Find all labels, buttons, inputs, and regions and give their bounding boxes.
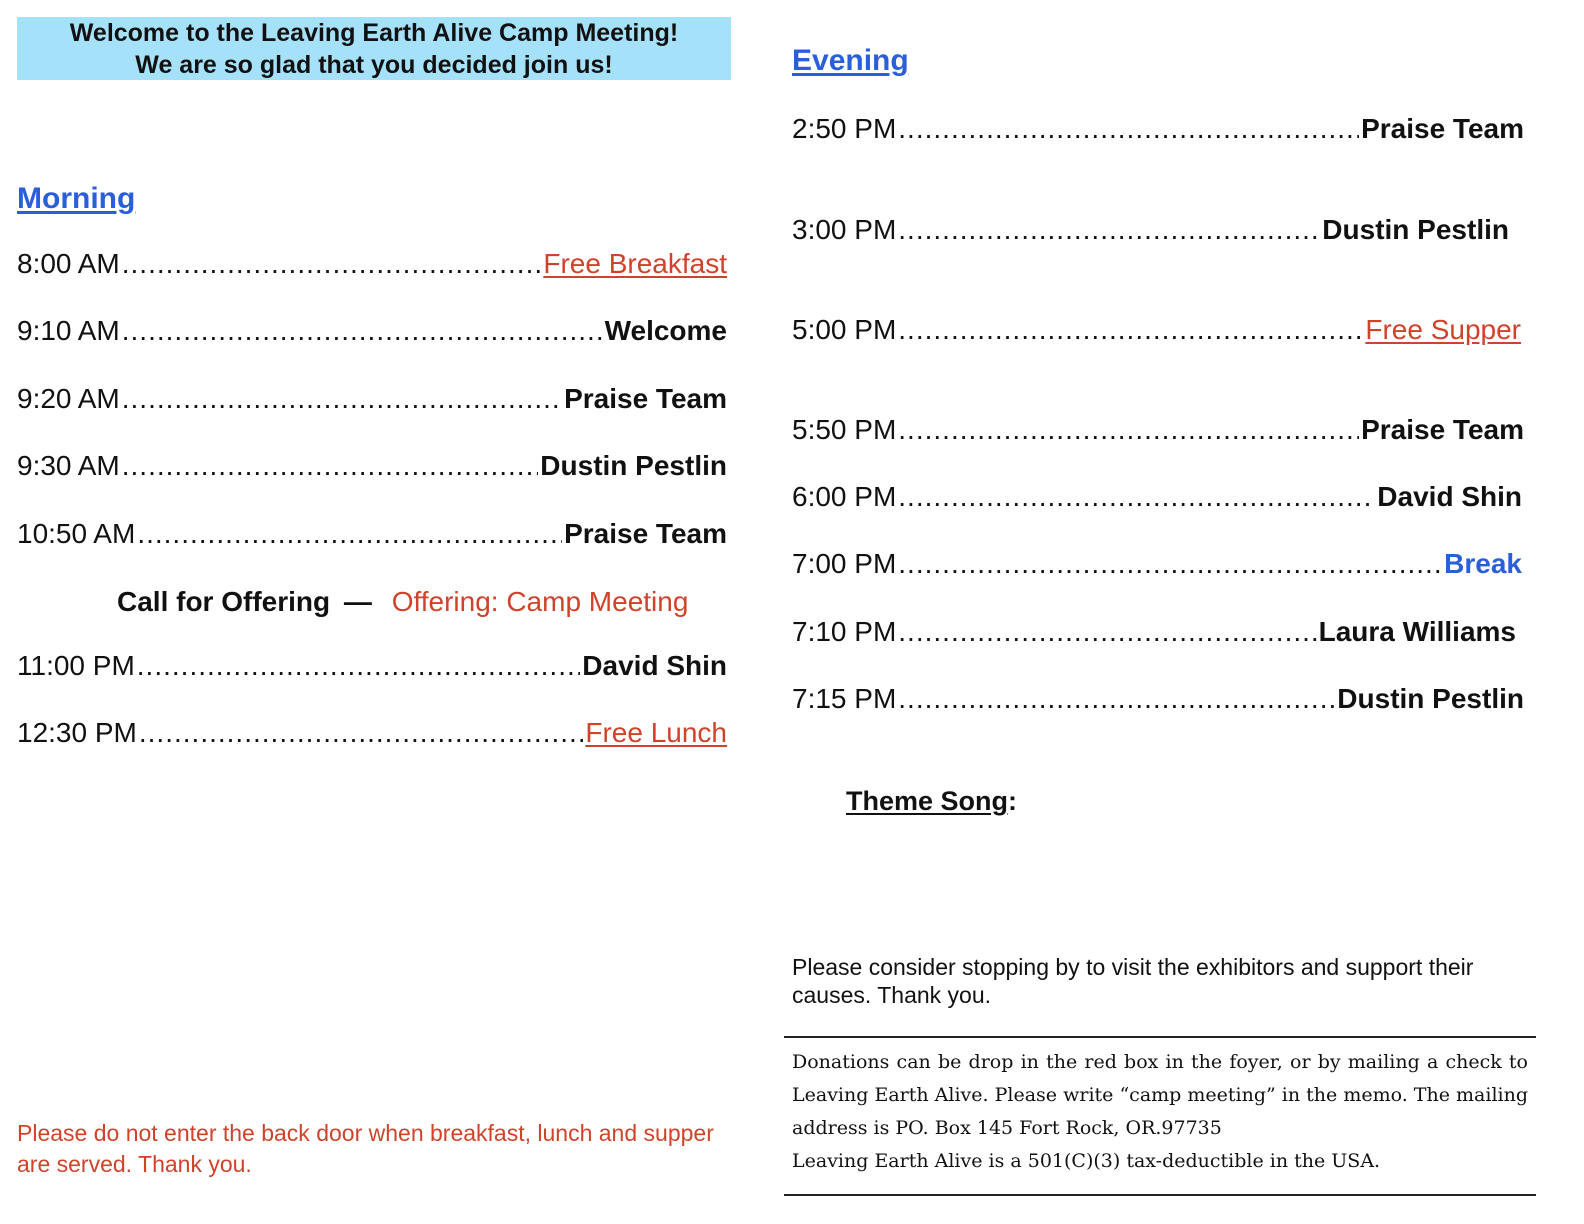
dot-leader — [898, 616, 1316, 648]
schedule-event: Free Lunch — [585, 717, 727, 748]
dot-leader — [137, 650, 581, 682]
schedule-row-evening — [792, 683, 1524, 719]
dot-leader — [898, 548, 1442, 580]
welcome-line-1: Welcome to the Leaving Earth Alive Camp Meeting! — [69, 19, 679, 47]
schedule-event: Free Breakfast — [543, 248, 727, 279]
schedule-row-morning — [17, 717, 727, 753]
schedule-row-evening — [792, 616, 1516, 652]
schedule-time: 10:50 AM — [17, 518, 136, 549]
schedule-time: 3:00 PM — [792, 214, 897, 245]
schedule-time: 12:30 PM — [17, 717, 137, 748]
schedule-event: Dustin Pestlin — [1337, 683, 1524, 714]
schedule-row-morning — [17, 383, 727, 419]
schedule-time: 5:50 PM — [792, 414, 897, 445]
schedule-row-morning — [17, 650, 727, 686]
exhibitors-note: Please consider stopping by to visit the exhibitors and support their causes. Thank you. — [792, 954, 1474, 1008]
schedule-row-evening — [792, 214, 1509, 250]
dot-leader — [122, 450, 539, 482]
schedule-event: Free Supper — [1365, 314, 1521, 345]
donations-box — [792, 1046, 1528, 1178]
schedule-row-evening — [792, 414, 1524, 450]
back-door-warning: Please do not enter the back door when breakfast, lunch and supper are served. Thank you. — [17, 1120, 714, 1177]
donations-paragraph: Donations can be drop in the red box in the foyer, or by mailing a check to Leaving Earth Alive. Please write “camp meeting” in the memo. The mailing address is PO. Box 145 Fort Rock, OR.97735 — [792, 1051, 1528, 1139]
schedule-time: 2:50 PM — [792, 113, 897, 144]
schedule-event: Praise Team — [564, 383, 727, 414]
schedule-time: 5:00 PM — [792, 314, 897, 345]
schedule-event: David Shin — [582, 650, 727, 681]
dot-leader — [898, 481, 1375, 513]
schedule-event: Praise Team — [1361, 113, 1524, 144]
dot-leader — [122, 315, 603, 347]
tax-note: Leaving Earth Alive is a 501(C)(3) tax-deductible in the USA. — [792, 1150, 1381, 1172]
offering-dash: — — [343, 586, 372, 617]
theme-song-colon: : — [1008, 786, 1018, 816]
schedule-row-morning — [17, 450, 727, 486]
schedule-row-evening — [792, 548, 1522, 584]
schedule-time: 9:10 AM — [17, 315, 120, 346]
dot-leader — [898, 314, 1363, 346]
offering-label: Call for Offering — [117, 586, 331, 617]
offering-value: Offering: Camp Meeting — [391, 586, 689, 617]
schedule-row-evening — [792, 113, 1524, 149]
offering-line — [117, 586, 688, 618]
dot-leader — [898, 683, 1335, 715]
dot-leader — [898, 414, 1359, 446]
schedule-row-morning — [17, 315, 727, 351]
dot-leader — [139, 717, 584, 749]
schedule-time: 7:15 PM — [792, 683, 897, 714]
schedule-event: Welcome — [604, 315, 727, 346]
schedule-event: Dustin Pestlin — [1322, 214, 1509, 245]
schedule-row-morning — [17, 518, 727, 554]
divider-top — [784, 1036, 1536, 1038]
theme-song-label: Theme Song — [846, 786, 1009, 816]
schedule-time: 9:20 AM — [17, 383, 120, 414]
schedule-time: 6:00 PM — [792, 481, 897, 512]
schedule-time: 7:00 PM — [792, 548, 897, 579]
schedule-row-morning — [17, 248, 727, 284]
evening-heading: Evening — [792, 44, 909, 77]
schedule-event: Praise Team — [1361, 414, 1524, 445]
dot-leader — [122, 383, 562, 415]
schedule-event: Laura Williams — [1318, 616, 1516, 647]
divider-bottom — [784, 1194, 1536, 1196]
schedule-event: David Shin — [1377, 481, 1522, 512]
schedule-time: 11:00 PM — [17, 650, 135, 681]
welcome-line-2: We are so glad that you decided join us! — [135, 51, 613, 79]
dot-leader — [137, 518, 562, 550]
schedule-row-evening — [792, 314, 1521, 350]
schedule-event: Break — [1444, 548, 1522, 579]
schedule-row-evening — [792, 481, 1522, 517]
dot-leader — [898, 214, 1320, 246]
morning-heading: Morning — [17, 182, 136, 215]
dot-leader — [898, 113, 1359, 145]
schedule-event: Praise Team — [564, 518, 727, 549]
welcome-banner — [17, 17, 731, 80]
schedule-event: Dustin Pestlin — [540, 450, 727, 481]
dot-leader — [122, 248, 542, 280]
theme-song-heading — [846, 786, 1017, 817]
schedule-time: 9:30 AM — [17, 450, 120, 481]
schedule-time: 8:00 AM — [17, 248, 120, 279]
schedule-time: 7:10 PM — [792, 616, 897, 647]
